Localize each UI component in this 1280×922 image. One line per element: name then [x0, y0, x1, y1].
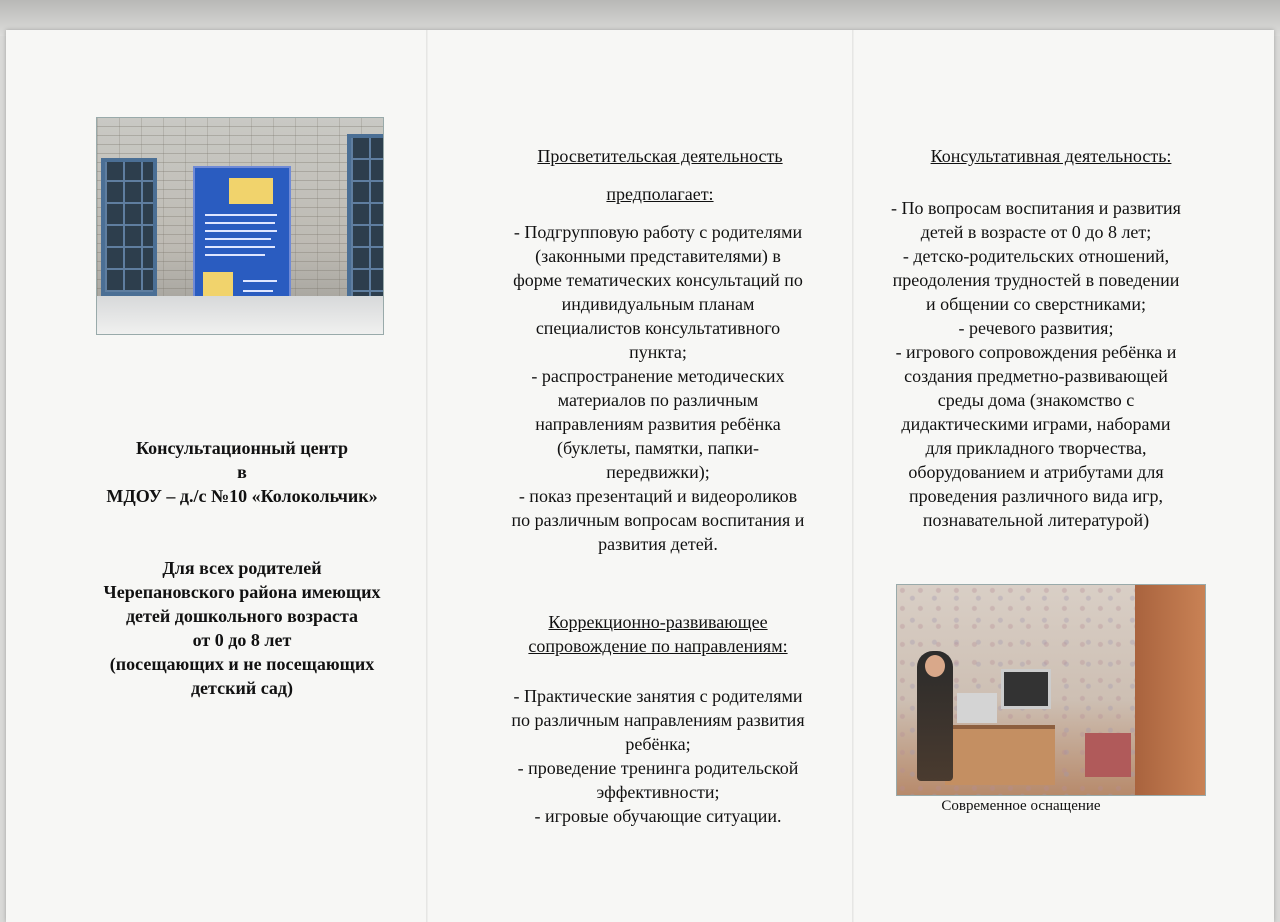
- printer: [957, 693, 997, 723]
- text-line: материалов по различным: [557, 390, 759, 410]
- text-line: направлениям развития ребёнка: [535, 414, 781, 434]
- text-line: - Подгрупповую работу с родителями: [513, 222, 803, 242]
- text-line: оборудованием и атрибутами для: [908, 462, 1164, 482]
- text-line: ребёнка;: [625, 734, 691, 754]
- text-line: детей в возрасте от 0 до 8 лет;: [920, 222, 1152, 242]
- text-line: - распространение методических: [531, 366, 785, 386]
- title-line: в: [237, 462, 247, 482]
- text-line: и общении со сверстниками;: [925, 294, 1146, 314]
- toy-box: [1085, 733, 1131, 777]
- text-line: - проведение тренинга родительской: [517, 758, 799, 778]
- text-line: пункта;: [629, 342, 687, 362]
- consulting-heading: Консультативная деятельность:: [930, 146, 1172, 166]
- text-line: (буклеты, памятки, папки-: [556, 438, 760, 458]
- text-line: для прикладного творчества,: [925, 438, 1147, 458]
- window-left: [101, 158, 157, 296]
- text-line: - игрового сопровождения ребёнка и: [895, 342, 1177, 362]
- education-list: [448, 220, 868, 556]
- correction-heading: [448, 610, 868, 658]
- monitor: [1001, 669, 1051, 709]
- correction-list: [448, 684, 868, 828]
- fold-line-left: [426, 30, 428, 922]
- text-line: развития детей.: [598, 534, 718, 554]
- text-line: - игровые обучающие ситуации.: [534, 806, 782, 826]
- title-line: Консультационный центр: [135, 438, 349, 458]
- correction-heading-line: сопровождение по направлениям:: [528, 636, 788, 656]
- window-right: [347, 134, 384, 318]
- ground: [97, 296, 383, 334]
- audience-line: детей дошкольного возраста: [125, 606, 359, 626]
- text-line: - По вопросам воспитания и развития: [891, 198, 1181, 218]
- building-photo-icon: [96, 117, 384, 335]
- text-line: индивидуальным планам: [561, 294, 755, 314]
- text-line: специалистов консультативного: [535, 318, 781, 338]
- text-line: форме тематических консультаций по: [513, 270, 803, 290]
- text-line: познавательной литературой): [922, 510, 1150, 530]
- text-line: - речевого развития;: [958, 318, 1114, 338]
- shelf-unit: [1135, 585, 1205, 795]
- audience-line: (посещающих и не посещающих: [109, 654, 375, 674]
- classroom-photo-icon: [896, 584, 1206, 796]
- text-line: эффективности;: [596, 782, 720, 802]
- text-line: по различным вопросам воспитания и: [511, 510, 805, 530]
- text-line: - показ презентаций и видеороликов: [518, 486, 798, 506]
- desk: [945, 725, 1055, 785]
- audience-line: от 0 до 8 лет: [192, 630, 292, 650]
- text-line: создания предметно-развивающей: [904, 366, 1168, 386]
- text-line: среды дома (знакомство с: [937, 390, 1135, 410]
- consulting-list: [856, 196, 1216, 532]
- center-title: [62, 436, 422, 700]
- text-line: - Практические занятия с родителями: [513, 686, 803, 706]
- correction-heading-line: Коррекционно-развивающее: [548, 612, 768, 632]
- text-line: (законными представителями) в: [535, 246, 781, 266]
- audience-line: Для всех родителей: [162, 558, 322, 578]
- audience-line: Черепановского района имеющих: [103, 582, 381, 602]
- text-line: дидактическими играми, наборами: [901, 414, 1171, 434]
- education-subheading: предполагает:: [606, 184, 714, 204]
- text-line: - детско-родительских отношений,: [902, 246, 1170, 266]
- audience-line: детский сад): [190, 678, 294, 698]
- text-line: преодоления трудностей в поведении: [892, 270, 1180, 290]
- text-line: по различным направлениям развития: [511, 710, 805, 730]
- photo-caption: Современное оснащение: [941, 798, 1101, 814]
- education-heading: Просветительская деятельность: [537, 146, 783, 166]
- text-line: передвижки);: [606, 462, 710, 482]
- text-line: проведения различного вида игр,: [908, 486, 1164, 506]
- title-line: МДОУ – д./с №10 «Колокольчик»: [106, 486, 378, 506]
- person-head: [925, 655, 945, 677]
